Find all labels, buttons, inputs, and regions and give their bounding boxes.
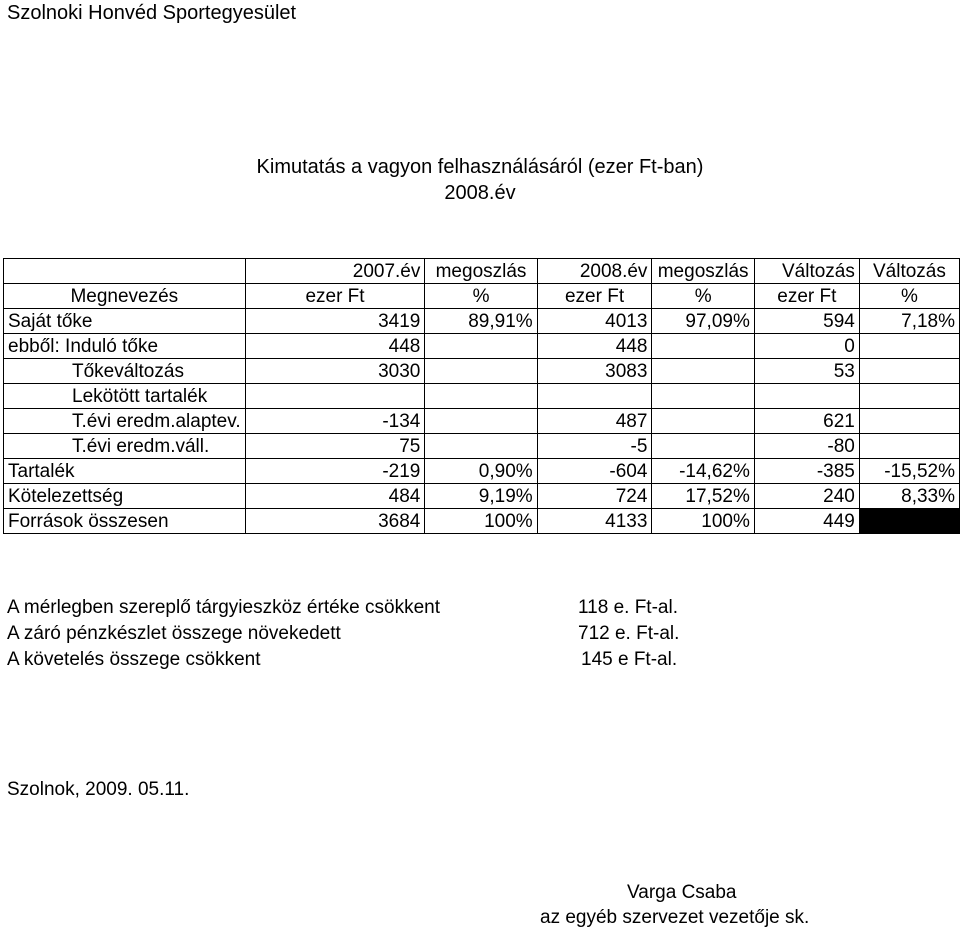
change-percent bbox=[859, 509, 959, 534]
share-2007: 100% bbox=[425, 509, 537, 534]
note-3-text: A követelés összege csökkent bbox=[7, 649, 261, 670]
row-label: Saját tőke bbox=[4, 309, 246, 334]
change-percent bbox=[859, 334, 959, 359]
row-label: Tartalék bbox=[4, 459, 246, 484]
note-2-text: A záró pénzkészlet összege növekedett bbox=[7, 623, 341, 644]
change-percent bbox=[859, 384, 959, 409]
note-3-value: 145 e Ft-al. bbox=[581, 649, 678, 670]
value-2007: -219 bbox=[245, 459, 425, 484]
table-row bbox=[4, 409, 960, 434]
share-2008: 17,52% bbox=[652, 484, 754, 509]
change-percent: -15,52% bbox=[859, 459, 959, 484]
header-share-2008: megoszlás bbox=[652, 259, 754, 284]
header-row-years bbox=[4, 259, 960, 284]
share-2007 bbox=[425, 334, 537, 359]
change-amount: 53 bbox=[754, 359, 859, 384]
table-row bbox=[4, 459, 960, 484]
change-amount: 594 bbox=[754, 309, 859, 334]
share-2007 bbox=[425, 384, 537, 409]
share-2008 bbox=[652, 409, 754, 434]
share-2007 bbox=[425, 434, 537, 459]
header-blank bbox=[4, 259, 246, 284]
header-change: Változás bbox=[754, 259, 859, 284]
change-percent bbox=[859, 359, 959, 384]
header-unit-change-pct: % bbox=[859, 284, 959, 309]
header-2007: 2007.év bbox=[245, 259, 425, 284]
change-amount: 621 bbox=[754, 409, 859, 434]
value-2008: 4013 bbox=[537, 309, 652, 334]
header-change-pct: Változás bbox=[859, 259, 959, 284]
row-label: T.évi eredm.alaptev. bbox=[4, 409, 246, 434]
note-1-text: A mérlegben szereplő tárgyieszköz értéke csökkent bbox=[7, 597, 440, 618]
report-title: Kimutatás a vagyon felhasználásáról (ezer Ft-ban) bbox=[256, 156, 704, 178]
table-row bbox=[4, 484, 960, 509]
value-2008: 724 bbox=[537, 484, 652, 509]
signatory-name: Varga Csaba bbox=[627, 882, 737, 903]
row-label: Források összesen bbox=[4, 509, 246, 534]
table-row bbox=[4, 434, 960, 459]
value-2008: 487 bbox=[537, 409, 652, 434]
share-2008: 97,09% bbox=[652, 309, 754, 334]
value-2007: 3030 bbox=[245, 359, 425, 384]
share-2008 bbox=[652, 384, 754, 409]
share-2008: 100% bbox=[652, 509, 754, 534]
header-row-units bbox=[4, 284, 960, 309]
share-2007: 0,90% bbox=[425, 459, 537, 484]
value-2007: 448 bbox=[245, 334, 425, 359]
change-percent bbox=[859, 434, 959, 459]
value-2008: 3083 bbox=[537, 359, 652, 384]
value-2007 bbox=[245, 384, 425, 409]
header-share-2007: megoszlás bbox=[425, 259, 537, 284]
change-amount: 0 bbox=[754, 334, 859, 359]
table-row bbox=[4, 509, 960, 534]
share-2007 bbox=[425, 359, 537, 384]
change-amount: -385 bbox=[754, 459, 859, 484]
change-amount: 449 bbox=[754, 509, 859, 534]
table-row bbox=[4, 359, 960, 384]
header-unit-share-2008: % bbox=[652, 284, 754, 309]
value-2007: 3419 bbox=[245, 309, 425, 334]
note-1-value: 118 e. Ft-al. bbox=[578, 597, 678, 618]
table-row bbox=[4, 384, 960, 409]
value-2007: 484 bbox=[245, 484, 425, 509]
place-date: Szolnok, 2009. 05.11. bbox=[7, 779, 190, 800]
organization-name: Szolnoki Honvéd Sportegyesület bbox=[7, 2, 297, 24]
header-unit-2008: ezer Ft bbox=[537, 284, 652, 309]
change-amount bbox=[754, 384, 859, 409]
value-2008: 448 bbox=[537, 334, 652, 359]
change-percent bbox=[859, 409, 959, 434]
table-row bbox=[4, 334, 960, 359]
change-percent: 8,33% bbox=[859, 484, 959, 509]
row-label: T.évi eredm.váll. bbox=[4, 434, 246, 459]
row-label: ebből: Induló tőke bbox=[4, 334, 246, 359]
header-2008: 2008.év bbox=[537, 259, 652, 284]
share-2008 bbox=[652, 359, 754, 384]
share-2008 bbox=[652, 334, 754, 359]
header-unit-change: ezer Ft bbox=[754, 284, 859, 309]
header-unit-2007: ezer Ft bbox=[245, 284, 425, 309]
value-2007: 75 bbox=[245, 434, 425, 459]
value-2008: 4133 bbox=[537, 509, 652, 534]
note-2-value: 712 e. Ft-al. bbox=[578, 623, 680, 644]
share-2008 bbox=[652, 434, 754, 459]
value-2007: 3684 bbox=[245, 509, 425, 534]
change-amount: -80 bbox=[754, 434, 859, 459]
share-2007 bbox=[425, 409, 537, 434]
value-2008: -5 bbox=[537, 434, 652, 459]
share-2007: 9,19% bbox=[425, 484, 537, 509]
table-row bbox=[4, 309, 960, 334]
header-name: Megnevezés bbox=[4, 284, 246, 309]
value-2008: -604 bbox=[537, 459, 652, 484]
asset-usage-table bbox=[3, 258, 960, 534]
value-2008 bbox=[537, 384, 652, 409]
change-amount: 240 bbox=[754, 484, 859, 509]
change-percent: 7,18% bbox=[859, 309, 959, 334]
value-2007: -134 bbox=[245, 409, 425, 434]
share-2007: 89,91% bbox=[425, 309, 537, 334]
row-label: Kötelezettség bbox=[4, 484, 246, 509]
signatory-title: az egyéb szervezet vezetője sk. bbox=[540, 907, 810, 928]
share-2008: -14,62% bbox=[652, 459, 754, 484]
header-unit-share-2007: % bbox=[425, 284, 537, 309]
row-label: Lekötött tartalék bbox=[4, 384, 246, 409]
row-label: Tőkeváltozás bbox=[4, 359, 246, 384]
report-year: 2008.év bbox=[444, 182, 516, 204]
